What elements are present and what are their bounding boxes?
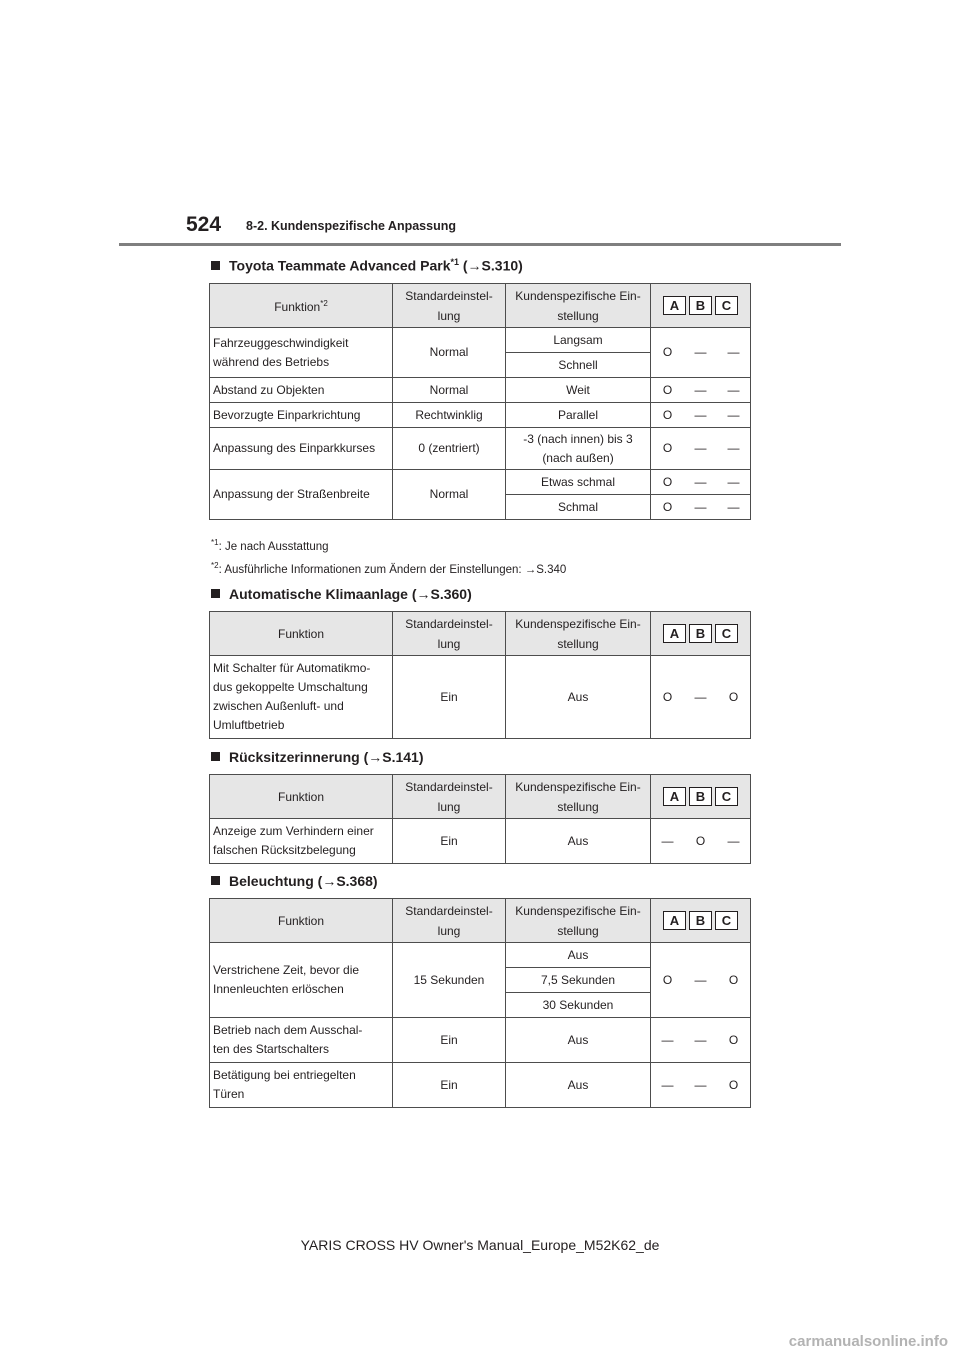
c-box-icon: C: [715, 624, 738, 643]
cell-default: Ein: [393, 819, 506, 864]
a-box-icon: A: [663, 787, 686, 806]
cell-function: Fahrzeuggeschwindigkeit während des Betriebs: [210, 328, 393, 378]
table-header-row: [210, 612, 751, 656]
header-standard: Standardeinstel- lung: [393, 612, 506, 656]
cell-option: Etwas schmal: [506, 470, 651, 495]
cell-option: Aus: [506, 656, 651, 739]
header-custom: Kundenspezifische Ein- stellung: [506, 612, 651, 656]
cell-default: Normal: [393, 470, 506, 520]
cell-default: Ein: [393, 656, 506, 739]
square-bullet-icon: [211, 752, 220, 761]
cell-option: 30 Sekunden: [506, 993, 651, 1018]
table-header-row: [210, 284, 751, 328]
table-header-row: [210, 899, 751, 943]
header-standard: Standardeinstel- lung: [393, 775, 506, 819]
b-box-icon: B: [689, 296, 712, 315]
square-bullet-icon: [211, 589, 220, 598]
cell-marks: O — —: [651, 403, 751, 428]
cell-marks: — O —: [651, 819, 751, 864]
cell-marks: O — —: [651, 470, 751, 495]
footnote-1: $^{*1}$: Je nach Ausstattung: [211, 538, 329, 553]
cell-function: Bevorzugte Einparkrichtung: [210, 403, 393, 428]
cell-marks: O — —: [651, 378, 751, 403]
section-title-text: Beleuchtung (→S.368): [229, 873, 378, 889]
chapter-title: 8-2. Kundenspezifische Anpassung: [246, 219, 456, 233]
cell-default: 15 Sekunden: [393, 943, 506, 1018]
footnote-2: $^{*2}$: Ausführliche Informationen zum Ändern der Einstellungen: →S.340: [211, 561, 567, 576]
table-row: [210, 428, 751, 470]
header-custom: Kundenspezifische Ein- stellung: [506, 284, 651, 328]
section-title-text: Toyota Teammate Advanced Park: [229, 257, 451, 274]
c-box-icon: C: [715, 911, 738, 930]
cell-default: Ein: [393, 1063, 506, 1108]
cell-default: Rechtwinklig: [393, 403, 506, 428]
b-box-icon: B: [689, 624, 712, 643]
cell-default: 0 (zentriert): [393, 428, 506, 470]
cell-marks: O — —: [651, 428, 751, 470]
cell-option: Aus: [506, 943, 651, 968]
c-box-icon: C: [715, 296, 738, 315]
cell-default: Normal: [393, 378, 506, 403]
cell-option: Weit: [506, 378, 651, 403]
cell-marks: — — O: [651, 1018, 751, 1063]
settings-table-advanced-park: [209, 283, 751, 520]
section-title-ruecksitz: [211, 749, 424, 765]
header-abc: [651, 899, 751, 943]
settings-table-ruecksitz: [209, 774, 751, 864]
cell-marks: — — O: [651, 1063, 751, 1108]
cell-default: Normal: [393, 328, 506, 378]
cell-function: Betrieb nach dem Ausschal- ten des Startschalters: [210, 1018, 393, 1063]
a-box-icon: A: [663, 624, 686, 643]
cell-default: Ein: [393, 1018, 506, 1063]
section-title-advanced-park: [211, 257, 523, 274]
watermark: carmanualsonline.info: [788, 1333, 948, 1350]
cell-option: Parallel: [506, 403, 651, 428]
cell-option: Aus: [506, 819, 651, 864]
a-box-icon: A: [663, 911, 686, 930]
cell-option: -3 (nach innen) bis 3 (nach außen): [506, 428, 651, 470]
page-number: 524: [186, 213, 222, 236]
cell-option: Langsam: [506, 328, 651, 353]
table-row: [210, 328, 751, 353]
table-header-row: [210, 775, 751, 819]
cell-option: Aus: [506, 1063, 651, 1108]
header-abc: [651, 775, 751, 819]
cell-marks: O — —: [651, 495, 751, 520]
a-box-icon: A: [663, 296, 686, 315]
header-funktion: Funktion: [210, 612, 393, 656]
table-row: [210, 943, 751, 968]
cell-option: 7,5 Sekunden: [506, 968, 651, 993]
cell-function: Anpassung des Einparkkurses: [210, 428, 393, 470]
cell-function: Betätigung bei entriegelten Türen: [210, 1063, 393, 1108]
c-box-icon: C: [715, 787, 738, 806]
cell-marks: O — —: [651, 328, 751, 378]
cell-function: Anpassung der Straßenbreite: [210, 470, 393, 520]
cell-marks: O — O: [651, 943, 751, 1018]
square-bullet-icon: [211, 261, 220, 270]
table-row: [210, 403, 751, 428]
cell-option: Schnell: [506, 353, 651, 378]
table-row: [210, 819, 751, 864]
settings-table-klimaanlage: [209, 611, 751, 739]
header-funktion: Funktion: [210, 775, 393, 819]
cell-function: Mit Schalter für Automatikmo- dus gekoppelte Umschaltung zwischen Außenluft- und Umluftbetrieb: [210, 656, 393, 739]
header-standard: Standardeinstel- lung: [393, 284, 506, 328]
section-title-beleuchtung: [211, 873, 378, 889]
header-abc: [651, 612, 751, 656]
cell-marks: O — O: [651, 656, 751, 739]
section-title-klimaanlage: [211, 586, 472, 602]
cell-option: Aus: [506, 1018, 651, 1063]
header-funktion: Funktion$^{*2}$: [210, 284, 393, 328]
cell-function: Verstrichene Zeit, bevor die Innenleuchten erlöschen: [210, 943, 393, 1018]
header-rule: [119, 243, 841, 246]
table-row: [210, 1018, 751, 1063]
table-row: [210, 378, 751, 403]
footnote-ref: *1: [450, 257, 459, 267]
settings-table-beleuchtung: [209, 898, 751, 1108]
header-abc: [651, 284, 751, 328]
table-row: [210, 656, 751, 739]
cell-option: Schmal: [506, 495, 651, 520]
header-custom: Kundenspezifische Ein- stellung: [506, 775, 651, 819]
table-row: [210, 1063, 751, 1108]
cell-function: Abstand zu Objekten: [210, 378, 393, 403]
b-box-icon: B: [689, 787, 712, 806]
square-bullet-icon: [211, 876, 220, 885]
footer-manual-title: YARIS CROSS HV Owner's Manual_Europe_M52K62_de: [300, 1237, 660, 1253]
header-standard: Standardeinstel- lung: [393, 899, 506, 943]
section-title-text: Rücksitzerinnerung (→S.141): [229, 749, 424, 765]
page-reference: (→S.310): [459, 257, 523, 274]
b-box-icon: B: [689, 911, 712, 930]
cell-function: Anzeige zum Verhindern einer falschen Rücksitzbelegung: [210, 819, 393, 864]
table-row: [210, 470, 751, 495]
header-funktion: Funktion: [210, 899, 393, 943]
header-custom: Kundenspezifische Ein- stellung: [506, 899, 651, 943]
section-title-text: Automatische Klimaanlage (→S.360): [229, 586, 472, 602]
